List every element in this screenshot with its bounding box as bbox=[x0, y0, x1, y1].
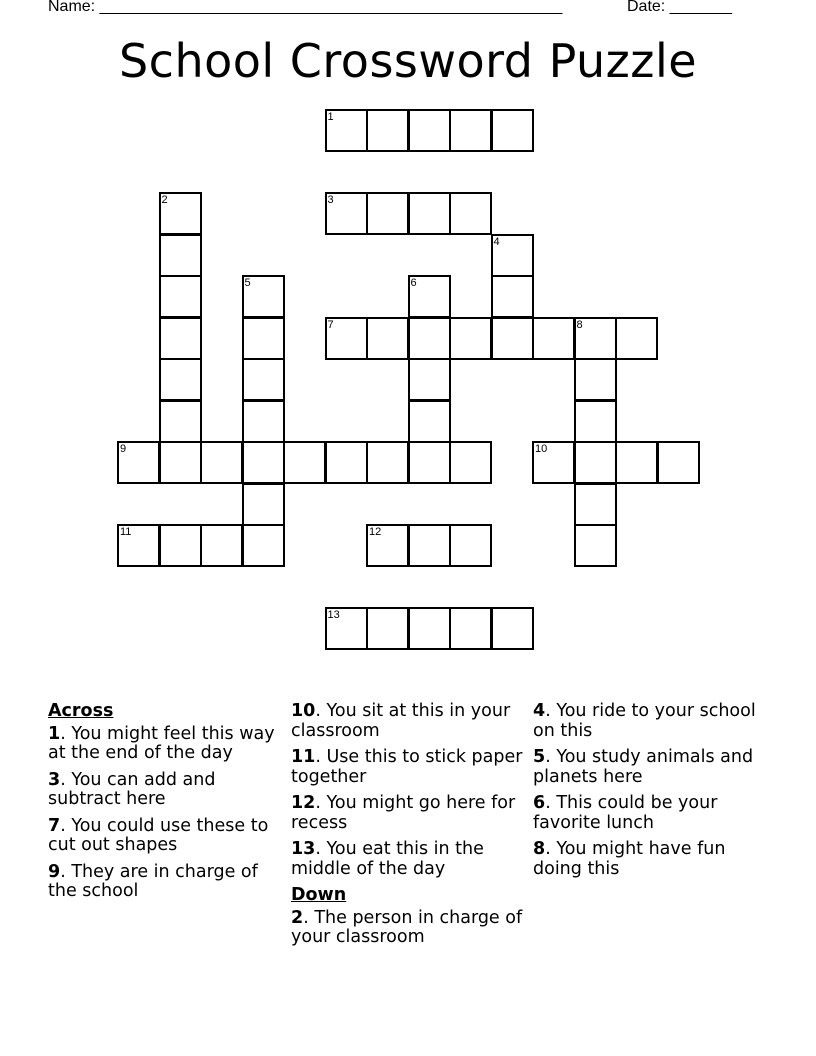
grid-cell[interactable] bbox=[449, 607, 492, 650]
clue-across-1: 1. You might feel this way at the end of the day bbox=[48, 723, 275, 763]
grid-cell[interactable] bbox=[491, 109, 534, 152]
grid-cell[interactable] bbox=[574, 317, 617, 360]
clue-number: 8 bbox=[533, 839, 546, 859]
page-title: School Crossword Puzzle bbox=[118, 34, 698, 88]
grid-cell[interactable] bbox=[574, 358, 617, 401]
clue-text: This could be your favorite lunch bbox=[533, 793, 718, 833]
grid-cell[interactable] bbox=[366, 317, 409, 360]
clue-number: 4 bbox=[533, 701, 546, 721]
clue-text: You can add and subtract here bbox=[48, 769, 216, 809]
grid-cell[interactable] bbox=[574, 483, 617, 526]
grid-cell[interactable] bbox=[159, 317, 202, 360]
grid-cell[interactable] bbox=[325, 607, 368, 650]
clue-number: 7 bbox=[48, 815, 61, 836]
clue-across-10: 10. You sit at this in your classroom bbox=[291, 701, 511, 741]
clue-number: 1 bbox=[48, 723, 61, 744]
grid-cell[interactable] bbox=[408, 192, 451, 235]
grid-cell[interactable] bbox=[159, 192, 202, 235]
cell-number: 3 bbox=[327, 194, 334, 206]
grid-cell[interactable] bbox=[408, 400, 451, 443]
grid-cell[interactable] bbox=[408, 441, 451, 484]
grid-cell[interactable] bbox=[159, 400, 202, 443]
grid-cell[interactable] bbox=[242, 524, 285, 567]
grid-cell[interactable] bbox=[408, 358, 451, 401]
cell-number: 11 bbox=[120, 526, 132, 538]
cell-number: 12 bbox=[369, 526, 382, 538]
clue-number: 9 bbox=[48, 861, 61, 882]
cell-number: 6 bbox=[410, 277, 417, 289]
grid-cell[interactable] bbox=[159, 441, 202, 484]
grid-cell[interactable] bbox=[325, 192, 368, 235]
grid-cell[interactable] bbox=[366, 441, 409, 484]
cell-number: 2 bbox=[161, 194, 168, 206]
grid-cell[interactable] bbox=[449, 524, 492, 567]
grid-cell[interactable] bbox=[242, 483, 285, 526]
clue-across-13: 13. You eat this in the middle of the day bbox=[291, 839, 484, 879]
clue-text: You might go here for recess bbox=[291, 793, 516, 833]
date-line[interactable]: _______ bbox=[669, 0, 732, 15]
clue-down-4: 4. You ride to your school on this bbox=[533, 701, 756, 741]
grid-cell[interactable] bbox=[408, 109, 451, 152]
grid-cell[interactable] bbox=[242, 441, 285, 484]
clue-number: 10 bbox=[291, 701, 316, 721]
clue-across-9: 9. They are in charge of the school bbox=[48, 861, 258, 901]
grid-cell[interactable] bbox=[532, 317, 575, 360]
grid-cell[interactable] bbox=[615, 317, 658, 360]
grid-cell[interactable] bbox=[574, 441, 617, 484]
clue-down-2: 2. The person in charge of your classroom bbox=[291, 907, 523, 947]
clue-number: 11 bbox=[291, 747, 316, 767]
clue-down-8: 8. You might have fun doing this bbox=[533, 839, 726, 879]
grid-cell[interactable] bbox=[242, 358, 285, 401]
grid-cell[interactable] bbox=[491, 275, 534, 318]
clue-text: The person in charge of your classroom bbox=[291, 907, 523, 947]
across-heading: Across bbox=[48, 701, 114, 721]
clue-across-12: 12. You might go here for recess bbox=[291, 793, 516, 833]
cell-number: 7 bbox=[327, 318, 334, 331]
clue-text: You could use these to cut out shapes bbox=[48, 815, 269, 855]
grid-cell[interactable] bbox=[491, 317, 534, 360]
grid-cell[interactable] bbox=[242, 400, 285, 443]
grid-cell[interactable] bbox=[159, 358, 202, 401]
grid-cell[interactable] bbox=[574, 400, 617, 443]
clue-across-7: 7. You could use these to cut out shapes bbox=[48, 815, 269, 855]
grid-cell[interactable] bbox=[159, 275, 202, 318]
date-label: Date: bbox=[627, 0, 670, 15]
cell-number: 10 bbox=[535, 443, 548, 455]
grid-cell[interactable] bbox=[449, 192, 492, 235]
clue-down-5: 5. You study animals and planets here bbox=[533, 747, 754, 787]
grid-cell[interactable] bbox=[242, 317, 285, 360]
clue-number: 3 bbox=[48, 769, 61, 790]
name-label: Name: bbox=[48, 0, 100, 15]
clue-text: You study animals and planets here bbox=[533, 747, 754, 787]
cell-number: 5 bbox=[244, 277, 251, 289]
grid-cell[interactable] bbox=[408, 607, 451, 650]
clue-across-11: 11. Use this to stick paper together bbox=[291, 747, 523, 787]
grid-cell[interactable] bbox=[159, 234, 202, 277]
grid-cell[interactable] bbox=[532, 441, 575, 484]
grid-cell[interactable] bbox=[408, 275, 451, 318]
clue-text: You sit at this in your classroom bbox=[291, 701, 511, 741]
clue-column-3 bbox=[533, 702, 769, 886]
grid-cell[interactable] bbox=[283, 441, 326, 484]
grid-cell[interactable] bbox=[366, 109, 409, 152]
clue-number: 6 bbox=[533, 793, 546, 813]
grid-cell[interactable] bbox=[615, 441, 658, 484]
cell-number: 1 bbox=[327, 111, 334, 123]
grid-cell[interactable] bbox=[117, 441, 160, 484]
name-line[interactable]: ____________________________________________________ bbox=[99, 0, 563, 15]
cell-number: 13 bbox=[327, 609, 340, 621]
cell-number: 4 bbox=[493, 235, 500, 248]
clue-column-1 bbox=[48, 702, 284, 909]
grid-cell[interactable] bbox=[491, 234, 534, 277]
grid-cell[interactable] bbox=[117, 524, 160, 567]
grid-cell[interactable] bbox=[366, 524, 409, 567]
clue-text: You might have fun doing this bbox=[533, 839, 726, 879]
grid-cell[interactable] bbox=[366, 607, 409, 650]
grid-cell[interactable] bbox=[657, 441, 700, 484]
clue-text: They are in charge of the school bbox=[48, 861, 258, 901]
grid-cell[interactable] bbox=[325, 317, 368, 360]
grid-cell[interactable] bbox=[200, 441, 243, 484]
grid-cell[interactable] bbox=[449, 317, 492, 360]
cell-number: 8 bbox=[576, 318, 583, 331]
grid-cell[interactable] bbox=[159, 524, 202, 567]
clue-across-3: 3. You can add and subtract here bbox=[48, 769, 216, 809]
grid-cell[interactable] bbox=[449, 109, 492, 152]
clue-down-6: 6. This could be your favorite lunch bbox=[533, 793, 718, 833]
grid-cell[interactable] bbox=[366, 192, 409, 235]
down-heading: Down bbox=[291, 885, 347, 905]
grid-cell[interactable] bbox=[200, 524, 243, 567]
clue-number: 2 bbox=[291, 907, 304, 928]
clue-number: 12 bbox=[291, 793, 316, 813]
grid-cell[interactable] bbox=[408, 317, 451, 360]
clue-number: 13 bbox=[291, 839, 316, 859]
clue-text: You eat this in the middle of the day bbox=[291, 839, 484, 879]
grid-cell[interactable] bbox=[449, 441, 492, 484]
clue-number: 5 bbox=[533, 747, 546, 767]
clue-text: You might feel this way at the end of the day bbox=[48, 723, 275, 763]
grid-cell[interactable] bbox=[408, 524, 451, 567]
clue-text: Use this to stick paper together bbox=[291, 747, 523, 787]
grid-cell[interactable] bbox=[491, 607, 534, 650]
cell-number: 9 bbox=[120, 443, 127, 455]
grid-cell[interactable] bbox=[242, 275, 285, 318]
grid-cell[interactable] bbox=[574, 524, 617, 567]
clue-column-2 bbox=[291, 702, 527, 955]
grid-cell[interactable] bbox=[325, 109, 368, 152]
clue-text: You ride to your school on this bbox=[533, 701, 756, 741]
grid-cell[interactable] bbox=[325, 441, 368, 484]
